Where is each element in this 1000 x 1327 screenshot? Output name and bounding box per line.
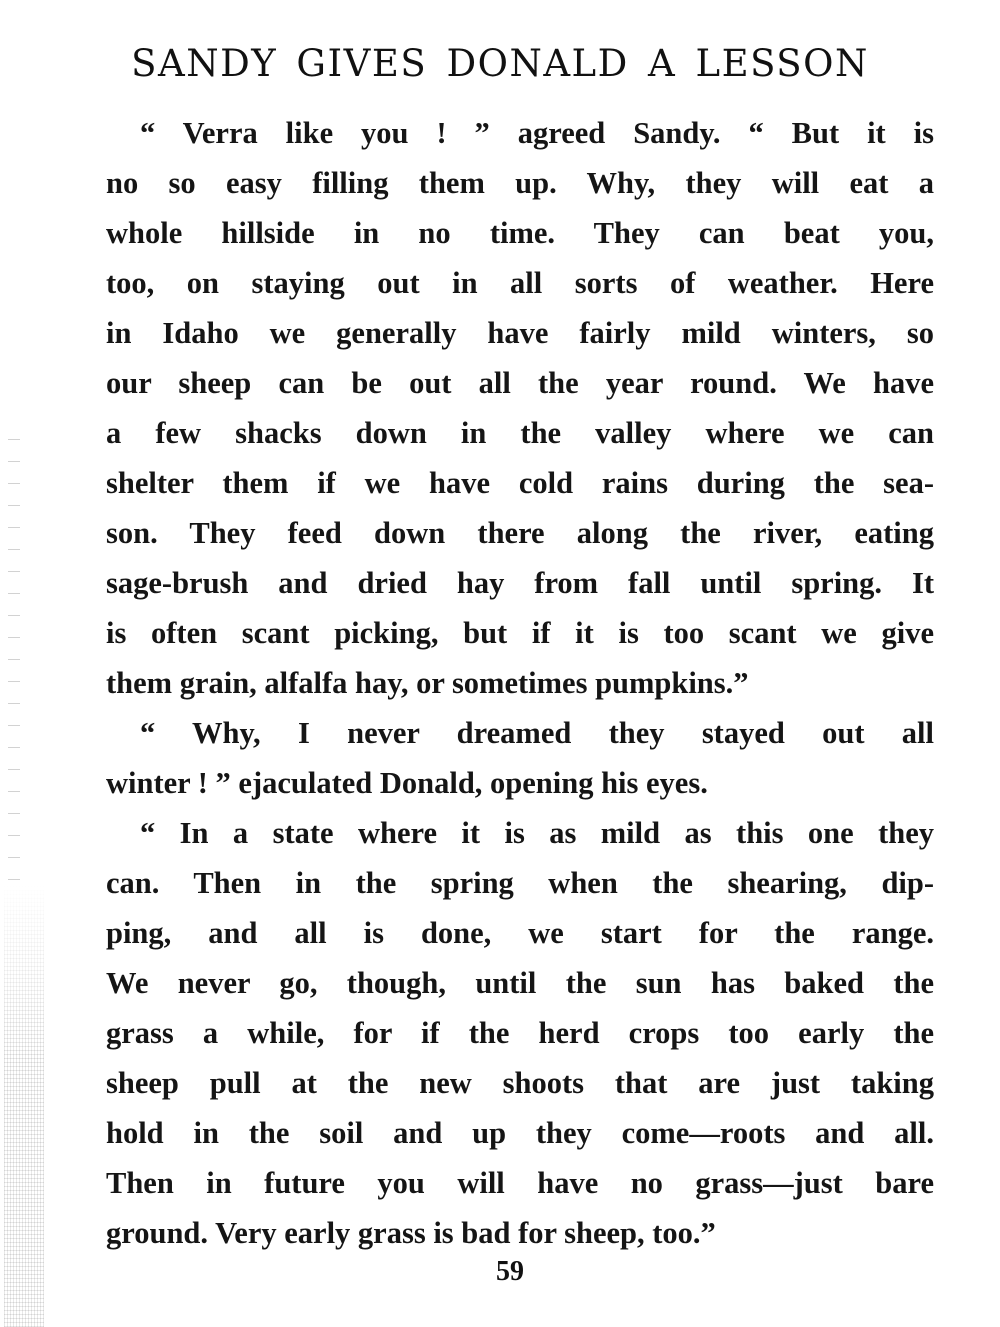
text-line: grass a while, for if the herd crops too early the: [106, 1016, 934, 1050]
text-line: a few shacks down in the valley where we can: [106, 416, 934, 450]
text-line: We never go, though, until the sun has baked the: [106, 966, 934, 1000]
text-line: no so easy filling them up. Why, they will eat a: [106, 166, 934, 200]
text-line: ping, and all is done, we start for the range.: [106, 916, 934, 950]
text-line: can. Then in the spring when the shearing, dip-: [106, 866, 934, 900]
text-line: son. They feed down there along the river, eating: [106, 516, 934, 550]
text-line: our sheep can be out all the year round. We have: [106, 366, 934, 400]
paragraph: [106, 708, 934, 808]
page-number: 59: [496, 1256, 524, 1287]
paragraph: [106, 108, 934, 708]
text-line: Then in future you will have no grass—just bare: [106, 1166, 934, 1200]
text-line: sheep pull at the new shoots that are just taking: [106, 1066, 934, 1100]
paragraph: [106, 808, 934, 1258]
text-line: winter ! ” ejaculated Donald, opening his eyes.: [106, 766, 708, 800]
text-line: is often scant picking, but if it is too scant we give: [106, 616, 934, 650]
text-line: shelter them if we have cold rains during the sea-: [106, 466, 934, 500]
text-line: in Idaho we generally have fairly mild winters, so: [106, 316, 934, 350]
running-header: SANDY GIVES DONALD A LESSON: [131, 42, 869, 85]
text-line: sage-brush and dried hay from fall until spring. It: [106, 566, 934, 600]
binding-edge-dots: [8, 420, 20, 880]
text-line: ground. Very early grass is bad for sheep, too.”: [106, 1216, 716, 1250]
text-line: whole hillside in no time. They can beat you,: [106, 216, 934, 250]
body-text: [106, 108, 934, 1258]
text-line: “ Why, I never dreamed they stayed out all: [140, 716, 934, 750]
text-line: them grain, alfalfa hay, or sometimes pumpkins.”: [106, 666, 749, 700]
text-line: “ Verra like you ! ” agreed Sandy. “ But it is: [140, 116, 934, 150]
text-line: hold in the soil and up they come—roots and all.: [106, 1116, 934, 1150]
text-line: too, on staying out in all sorts of weather. Here: [106, 266, 934, 300]
text-line: “ In a state where it is as mild as this one they: [140, 816, 934, 850]
